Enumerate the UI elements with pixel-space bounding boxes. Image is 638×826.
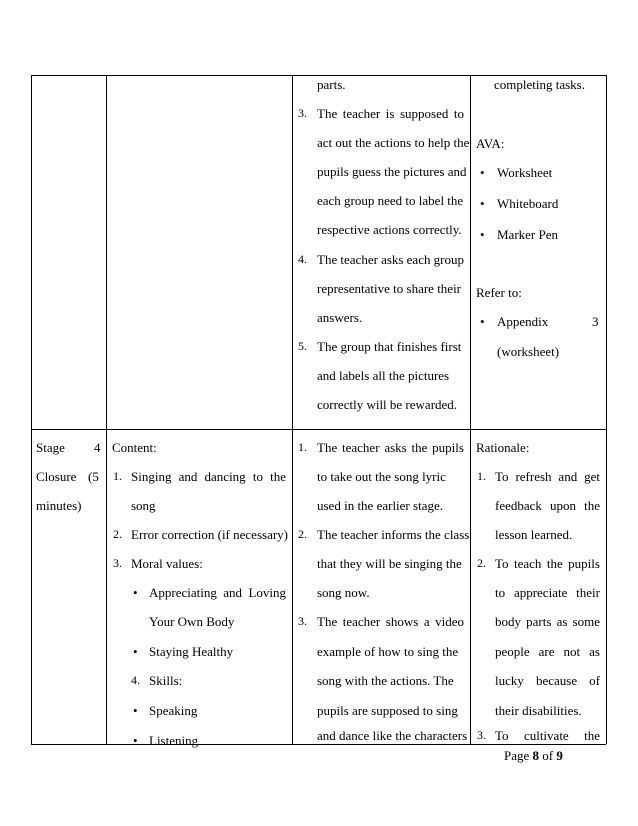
word: to <box>495 585 506 600</box>
word: each <box>406 252 431 267</box>
word: are <box>538 644 555 659</box>
content-number: 2. <box>113 527 122 541</box>
word: The <box>317 440 338 455</box>
page-total: 9 <box>556 748 563 763</box>
step-line: act out the actions to help the <box>317 135 470 150</box>
ava-label: AVA: <box>476 136 505 151</box>
rationale-line <box>495 556 600 571</box>
word: their <box>576 585 600 600</box>
rationale-number: 2. <box>477 556 486 570</box>
word: cultivate <box>523 728 569 743</box>
content-number: 4. <box>131 673 140 687</box>
word: as <box>556 614 568 629</box>
step-line: example of how to sing the <box>317 644 459 659</box>
content-line: Skills: <box>149 673 183 688</box>
step-number: 5. <box>298 339 307 353</box>
stage-duration-unit: minutes) <box>36 498 82 513</box>
word: the <box>584 498 600 513</box>
moral-value-line: Your Own Body <box>149 614 235 629</box>
word: teacher <box>342 614 381 629</box>
skill-item: Listening <box>149 733 199 748</box>
moral-value-line: Staying Healthy <box>149 644 234 659</box>
stage-name: Closure <box>36 469 77 484</box>
step-line <box>317 614 464 629</box>
word: group <box>433 252 464 267</box>
word: the <box>546 556 563 571</box>
bullet-icon: • <box>480 314 485 329</box>
word: teach <box>513 556 542 571</box>
moral-value-line <box>149 585 286 600</box>
bullet-icon: • <box>133 644 138 659</box>
word: lucky <box>495 673 524 688</box>
word: is <box>385 106 395 121</box>
word: the <box>584 728 600 743</box>
word: The <box>317 614 338 629</box>
word: a <box>423 614 430 629</box>
rationale-number: 3. <box>477 728 486 742</box>
word: supposed <box>399 106 449 121</box>
column-divider-1 <box>106 75 107 744</box>
step-number: 4. <box>298 252 307 266</box>
content-line: Moral values: <box>131 556 203 571</box>
word: Loving <box>248 585 286 600</box>
step-number: 1. <box>298 440 307 454</box>
word: video <box>435 614 464 629</box>
word: refresh <box>515 469 552 484</box>
stage-duration: (5 <box>88 469 99 484</box>
word: to <box>252 469 263 484</box>
stage-label: Stage <box>36 440 65 455</box>
word: appreciate <box>513 585 568 600</box>
rationale-line: lesson learned. <box>495 527 573 542</box>
column-divider-2 <box>292 75 293 744</box>
ava-item: Worksheet <box>497 165 553 180</box>
word: the <box>270 469 286 484</box>
refer-item-number: 3 <box>592 314 599 329</box>
word: asks <box>384 440 407 455</box>
word: To <box>495 556 509 571</box>
stage-number: 4 <box>94 440 101 455</box>
word: pupils <box>568 556 600 571</box>
bullet-icon: • <box>133 733 138 748</box>
step-line: correctly will be rewarded. <box>317 397 458 412</box>
step-line: to take out the song lyric <box>317 469 446 484</box>
word: asks <box>381 252 404 267</box>
skill-item: Speaking <box>149 703 198 718</box>
bullet-icon: • <box>480 196 485 211</box>
of-word: of <box>542 748 554 763</box>
step-line: used in the earlier stage. <box>317 498 443 513</box>
step-line: pupils are supposed to sing <box>317 703 458 718</box>
content-label: Content: <box>112 440 157 455</box>
resources-continued-text: completing tasks. <box>494 77 585 92</box>
word: To <box>495 469 509 484</box>
rationale-line <box>495 644 600 659</box>
step-line: and labels all the pictures <box>317 368 450 383</box>
word: some <box>572 614 600 629</box>
step-line: song with the actions. The <box>317 673 454 688</box>
rationale-line <box>495 498 600 513</box>
word: as <box>589 644 600 659</box>
page-word: Page <box>504 748 530 763</box>
content-line: Error correction (if necessary) <box>131 527 288 542</box>
table-top-border <box>31 75 606 76</box>
word: To <box>495 728 509 743</box>
rationale-label: Rationale: <box>476 440 530 455</box>
rationale-number: 1. <box>477 469 486 483</box>
table-bottom-border <box>31 744 606 745</box>
step-line: song now. <box>317 585 370 600</box>
rationale-line: their disabilities. <box>495 703 582 718</box>
word: get <box>584 469 600 484</box>
column-divider-3 <box>470 75 471 744</box>
step-line <box>317 440 464 455</box>
word: The <box>317 106 338 121</box>
word: Singing <box>131 469 172 484</box>
word: people <box>495 644 530 659</box>
step-line: pupils guess the pictures and <box>317 164 467 179</box>
bullet-icon: • <box>480 165 485 180</box>
word: and <box>558 469 578 484</box>
step-line: that they will be singing the <box>317 556 462 571</box>
rationale-line <box>495 728 600 743</box>
word: shows <box>385 614 419 629</box>
content-number: 1. <box>113 469 122 483</box>
step-line: respective actions correctly. <box>317 222 462 237</box>
row-divider <box>31 429 606 430</box>
word: of <box>589 673 600 688</box>
word: to <box>453 106 464 121</box>
step-number: 2. <box>298 527 307 541</box>
word: and <box>223 585 243 600</box>
step-line: each group need to label the <box>317 193 464 208</box>
word: because <box>535 673 578 688</box>
bullet-icon: • <box>480 227 485 242</box>
word: feedback <box>495 498 542 513</box>
ava-item: Marker Pen <box>497 227 559 242</box>
word: teacher <box>342 106 381 121</box>
steps-continued-text: parts. <box>317 77 346 92</box>
word: body <box>495 614 521 629</box>
refer-label: Refer to: <box>476 285 522 300</box>
step-line: representative to share their <box>317 281 462 296</box>
content-number: 3. <box>113 556 122 570</box>
table-left-border <box>31 75 32 744</box>
word: dancing <box>204 469 246 484</box>
refer-item-detail: (worksheet) <box>497 344 560 359</box>
content-line: song <box>131 498 156 513</box>
word: parts <box>526 614 552 629</box>
step-line: The group that finishes first <box>317 339 462 354</box>
step-line: and dance like the characters <box>317 728 468 743</box>
content-line <box>131 469 286 484</box>
step-line: answers. <box>317 310 363 325</box>
word: Appreciating <box>149 585 217 600</box>
table-right-border <box>606 75 607 744</box>
step-line <box>317 252 464 267</box>
page-number: 8 <box>532 748 540 763</box>
rationale-line <box>495 673 600 688</box>
step-number: 3. <box>298 106 307 120</box>
rationale-line <box>495 585 600 600</box>
word: teacher <box>340 252 378 267</box>
word: The <box>317 252 338 267</box>
refer-item: Appendix <box>497 314 549 329</box>
bullet-icon: • <box>133 585 138 600</box>
word: upon <box>550 498 577 513</box>
step-line: The teacher informs the class <box>317 527 470 542</box>
step-number: 3. <box>298 614 307 628</box>
word: pupils <box>432 440 464 455</box>
rationale-line <box>495 614 600 629</box>
step-line <box>317 106 464 121</box>
page-footer <box>504 748 563 763</box>
word: and <box>178 469 198 484</box>
ava-item: Whiteboard <box>497 196 559 211</box>
rationale-line <box>495 469 600 484</box>
word: teacher <box>342 440 380 455</box>
bullet-icon: • <box>133 703 138 718</box>
word: the <box>411 440 428 455</box>
word: not <box>563 644 581 659</box>
